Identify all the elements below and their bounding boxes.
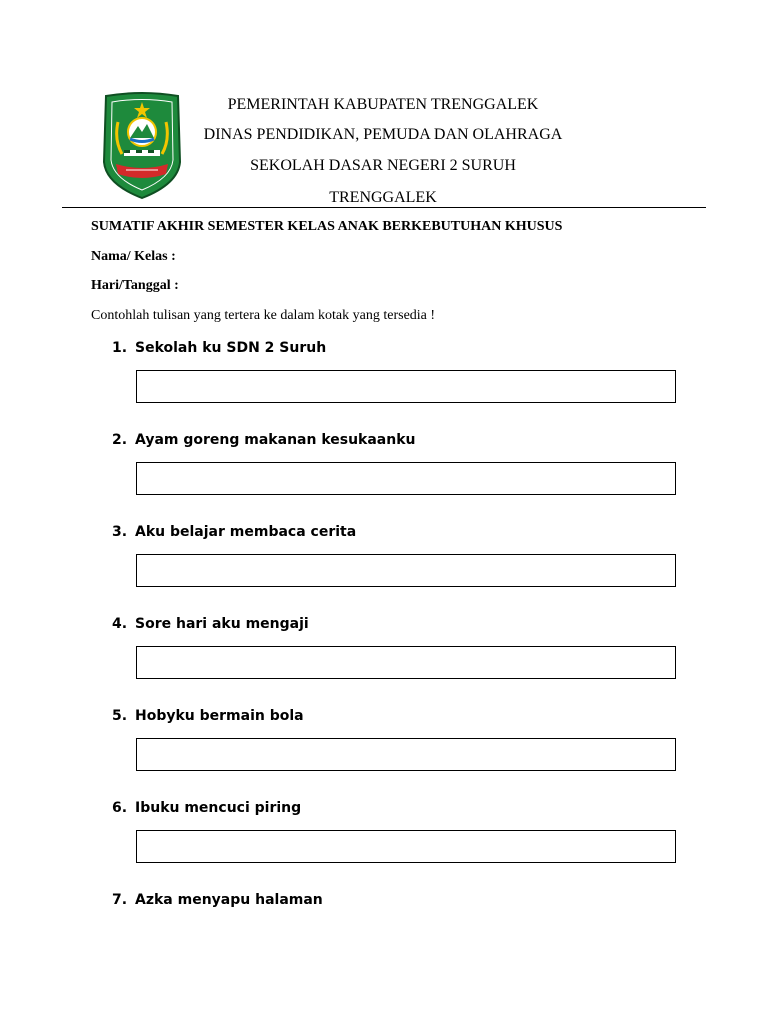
question-number: 6. (112, 800, 128, 816)
question-number: 2. (112, 432, 128, 448)
header-line-government: PEMERINTAH KABUPATEN TRENGGALEK (227, 96, 539, 113)
question-item (112, 615, 309, 633)
answer-box[interactable] (136, 738, 676, 771)
date-label: Hari/Tanggal : (91, 278, 179, 293)
question-number: 7. (112, 892, 128, 908)
answer-box[interactable] (136, 462, 676, 495)
answer-box[interactable] (136, 370, 676, 403)
exam-title: SUMATIF AKHIR SEMESTER KELAS ANAK BERKEBUTUHAN KHUSUS (91, 219, 563, 234)
instruction-text: Contohlah tulisan yang tertera ke dalam kotak yang tersedia ! (91, 308, 436, 323)
header-divider (62, 207, 706, 208)
question-number: 3. (112, 524, 128, 540)
question-text: Sore hari aku mengaji (135, 616, 309, 632)
header-line-department: DINAS PENDIDIKAN, PEMUDA DAN OLAHRAGA (203, 126, 563, 143)
question-text: Azka menyapu halaman (135, 892, 323, 908)
question-text: Ibuku mencuci piring (135, 800, 302, 816)
answer-box[interactable] (136, 554, 676, 587)
question-text: Hobyku bermain bola (135, 708, 304, 724)
header-line-city: TRENGGALEK (329, 189, 437, 206)
answer-box[interactable] (136, 646, 676, 679)
question-item (112, 523, 356, 541)
question-text: Sekolah ku SDN 2 Suruh (135, 340, 327, 356)
question-item (112, 891, 323, 909)
question-item (112, 431, 416, 449)
question-text: Ayam goreng makanan kesukaanku (135, 432, 416, 448)
question-number: 4. (112, 616, 128, 632)
question-number: 1. (112, 340, 128, 356)
question-item (112, 339, 326, 357)
header-line-school: SEKOLAH DASAR NEGERI 2 SURUH (250, 157, 516, 174)
question-item (112, 707, 304, 725)
question-number: 5. (112, 708, 128, 724)
question-item (112, 799, 301, 817)
answer-box[interactable] (136, 830, 676, 863)
name-class-label: Nama/ Kelas : (91, 249, 176, 264)
question-text: Aku belajar membaca cerita (135, 524, 357, 540)
